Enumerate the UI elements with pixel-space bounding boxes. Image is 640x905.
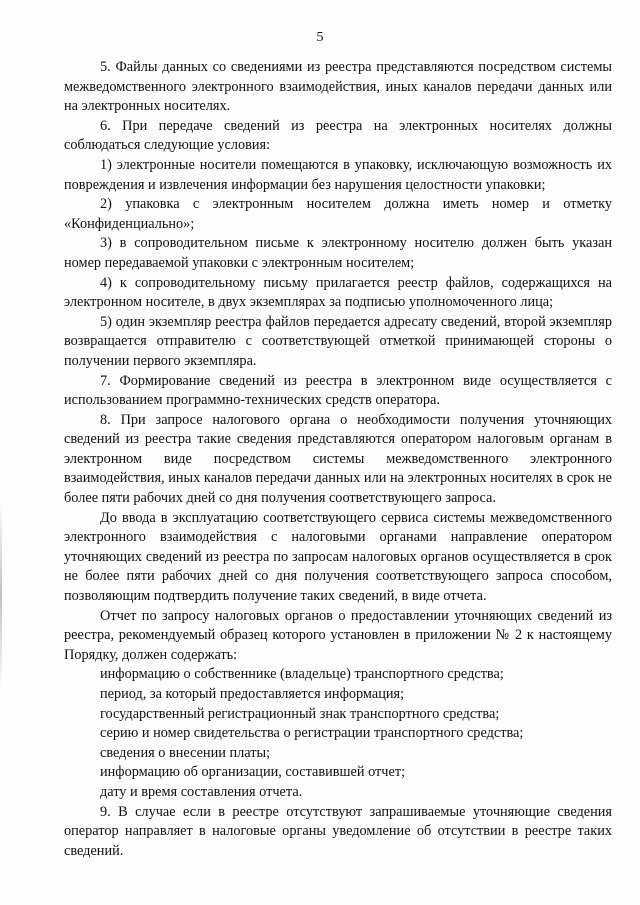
paragraph-8-tax-request: 8. При запросе налогового органа о необходимости получения уточняющих сведений из реестра такие сведения представляются оператором налоговым органам в электронном виде посредством системы межведомственного электронного взаимодействия, иных каналов передачи данных или на электронных носителях в срок не более пяти рабочих дней со дня получения соответствующего запроса. [64, 411, 612, 507]
paragraph-5-data-files: 5. Файлы данных со сведениями из реестра представляются посредством системы межведомственного электронного взаимодействия, иных каналов передачи данных или на электронных носителях. [64, 59, 612, 115]
condition-3-cover-letter: 3) в сопроводительном письме к электронному носителю должен быть указан номер передаваемой упаковки с электронным носителем; [64, 235, 612, 271]
condition-4-file-register: 4) к сопроводительному письму прилагается реестр файлов, содержащихся на электронном носителе, в двух экземплярах за подписью уполномоченного лица; [64, 274, 612, 311]
paragraph-9-absence-notice: 9. В случае если в реестре отсутствуют запрашиваемые уточняющие сведения оператор направляет в налоговые органы уведомление об отсутствии в реестре таких сведений. [64, 803, 612, 859]
page-number: 5 [316, 30, 324, 45]
scan-edge-mark [0, 500, 2, 690]
condition-2-marking: 2) упаковка с электронным носителем должна иметь номер и отметку «Конфиденциально»; [64, 196, 612, 232]
report-item: дату и время составления отчета. [100, 783, 303, 800]
report-item: информацию об организации, составившей отчет; [100, 764, 406, 781]
report-item: сведения о внесении платы; [100, 744, 271, 761]
report-item: период, за который предоставляется информация; [100, 686, 405, 702]
report-item: государственный регистрационный знак транспортного средства; [100, 705, 500, 722]
paragraph-8-interim-procedure: До ввода в эксплуатацию соответствующего сервиса системы межведомственного электронного взаимодействия с налоговыми органами направление оператором уточняющих сведений из реестра по запросам налоговых органов осуществляется в срок не более пяти рабочих дней со дня получения соответствующего запроса способом, позволяющим подтвердить получение таких сведений, в виде отчета. [64, 509, 612, 605]
condition-1-packaging: 1) электронные носители помещаются в упаковку, исключающую возможность их повреждения и извлечения информации без нарушения целостности упаковки; [64, 156, 612, 193]
report-item: информацию о собственнике (владельце) транспортного средства; [100, 666, 504, 683]
paragraph-6-conditions: 6. При передаче сведений из реестра на электронных носителях должны соблюдаться следующие условия: [64, 117, 612, 154]
document-body [64, 58, 612, 861]
paragraph-report-contents: Отчет по запросу налоговых органов о предоставлении уточняющих сведений из реестра, рекомендуемый образец которого установлен в приложении № 2 к настоящему Порядку, должен содержать: [64, 607, 612, 663]
report-item: серию и номер свидетельства о регистрации транспортного средства; [100, 725, 524, 742]
condition-5-copy-return: 5) один экземпляр реестра файлов передается адресату сведений, второй экземпляр возвращается отправителю с соответствующей отметкой принимающей стороны о получении первого экземпляра. [64, 313, 612, 369]
paragraph-7-formation: 7. Формирование сведений из реестра в электронном виде осуществляется с использованием программно-технических средств оператора. [64, 372, 612, 409]
